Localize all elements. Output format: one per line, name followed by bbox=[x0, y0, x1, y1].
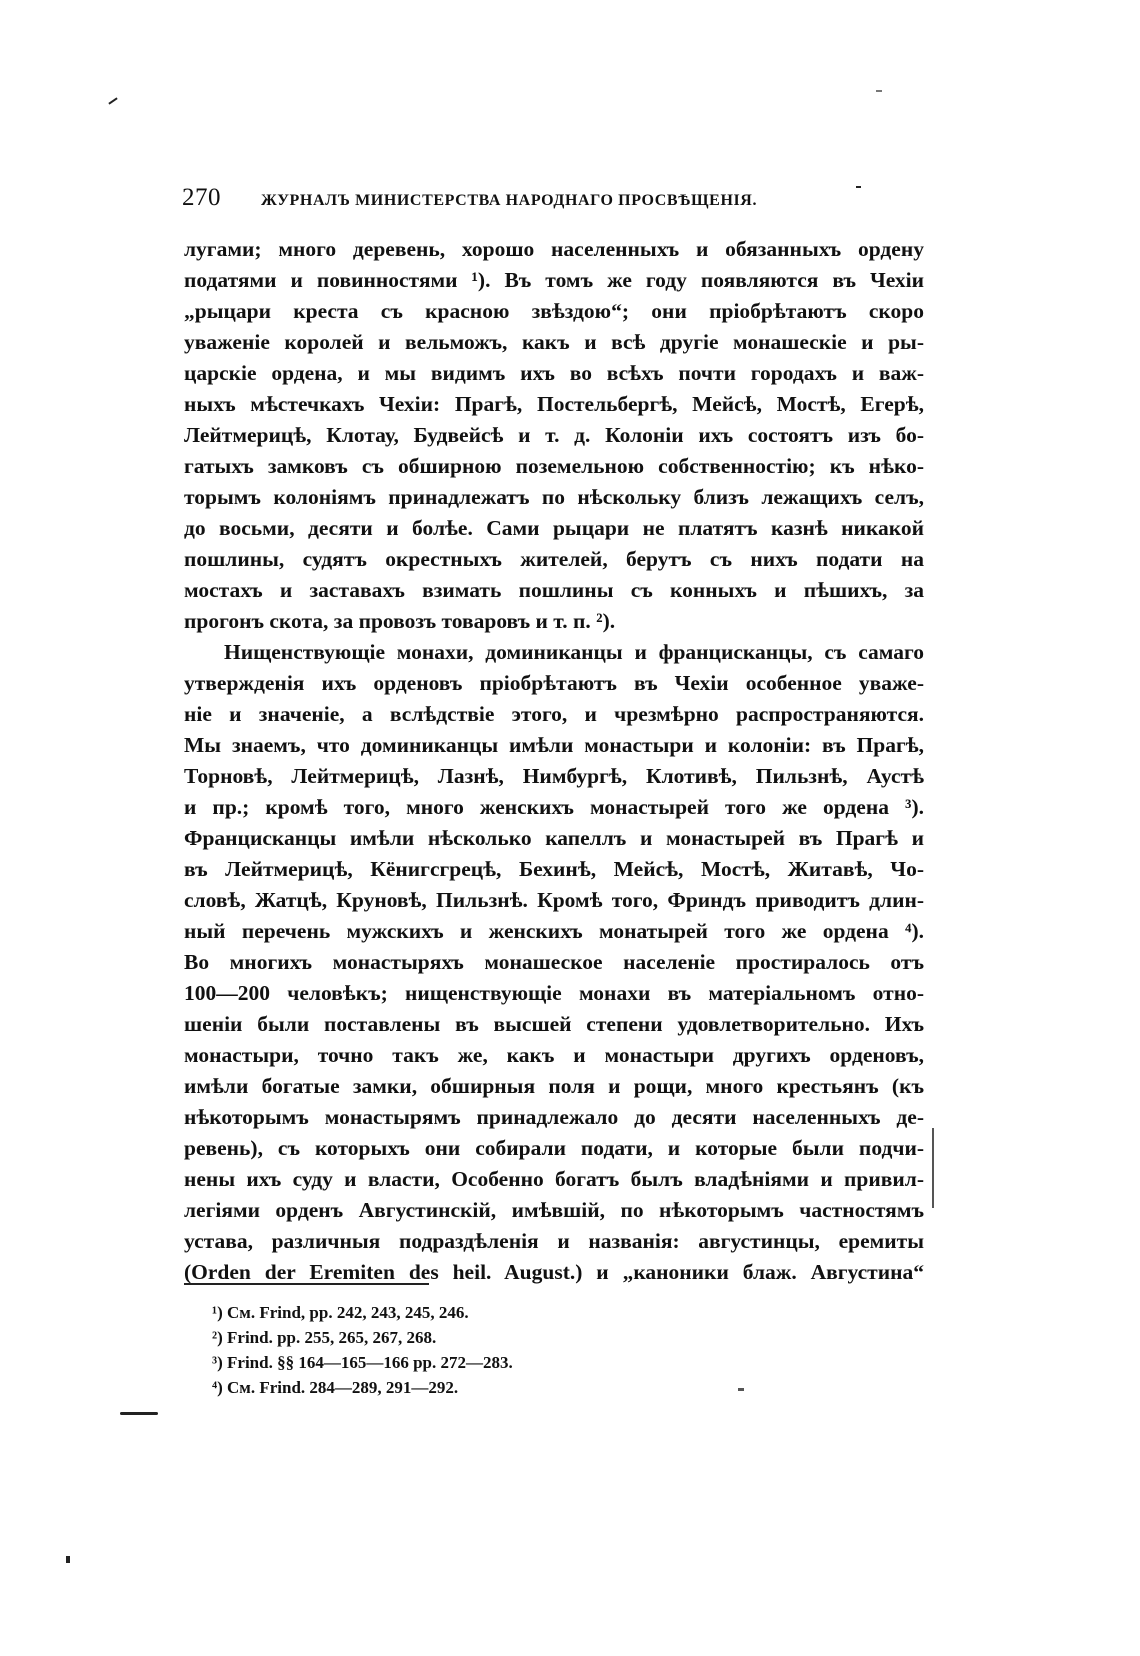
text-line: нѣкоторымъ монастырямъ принадлежало до десяти населенныхъ де- bbox=[184, 1105, 924, 1129]
footnote-divider bbox=[184, 1283, 429, 1285]
footnote: ²) Frind. pp. 255, 265, 267, 268. bbox=[212, 1328, 437, 1347]
footnotes bbox=[212, 1300, 812, 1400]
scan-speck bbox=[120, 1412, 158, 1415]
text-line: утвержденія ихъ орденовъ пріобрѣтаютъ въ Чехіи особенное уваже- bbox=[184, 671, 924, 695]
text-line: податями и повинностями ¹). Въ томъ же году появляются въ Чехіи bbox=[184, 268, 924, 292]
text-line: въ Лейтмерицѣ, Кёнигсгрецѣ, Бехинѣ, Мейсѣ, Мостѣ, Житавѣ, Чо- bbox=[184, 857, 924, 881]
text-line: легіями орденъ Августинскій, имѣвшій, по нѣкоторымъ частностямъ bbox=[184, 1198, 924, 1222]
text-line: словѣ, Жатцѣ, Круновѣ, Пильзнѣ. Кромѣ того, Фриндъ приводитъ длин- bbox=[184, 888, 924, 912]
text-line: до восьми, десяти и болѣе. Сами рыцари не платятъ казнѣ никакой bbox=[184, 516, 924, 540]
paragraph-first-line: Нищенствующіе монахи, доминиканцы и францисканцы, съ самаго bbox=[224, 640, 924, 664]
text-line: монастыри, точно такъ же, какъ и монастыри другихъ орденовъ, bbox=[184, 1043, 924, 1067]
text-line: пошлины, судятъ окрестныхъ жителей, берутъ съ нихъ подати на bbox=[184, 547, 924, 571]
text-line: лугами; много деревень, хорошо населенныхъ и обязанныхъ ордену bbox=[184, 237, 924, 261]
text-line: устава, различныя подраздѣленія и названія: августинцы, еремиты bbox=[184, 1229, 924, 1253]
text-line: уваженіе королей и вельможъ, какъ и всѣ другіе монашескіе и ры- bbox=[184, 330, 924, 354]
text-line: торымъ колоніямъ принадлежатъ по нѣскольку близъ лежащихъ селъ, bbox=[184, 485, 924, 509]
text-line: имѣли богатые замки, обширныя поля и рощи, много крестьянъ (къ bbox=[184, 1074, 924, 1098]
text-line: 100—200 человѣкъ; нищенствующіе монахи въ матеріальномъ отно- bbox=[184, 981, 924, 1005]
text-line: мостахъ и заставахъ взимать пошлины съ конныхъ и пѣшихъ, за bbox=[184, 578, 924, 602]
scan-speck bbox=[108, 97, 117, 104]
text-line: Францисканцы имѣли нѣсколько капеллъ и монастырей въ Прагѣ и bbox=[184, 826, 924, 850]
text-line: (Orden der Eremiten des heil. August.) и „каноники блаж. Августина“ bbox=[184, 1260, 924, 1284]
scan-speck bbox=[66, 1556, 70, 1563]
text-line: Лейтмерицѣ, Клотау, Будвейсѣ и т. д. Колоніи ихъ состоятъ изъ бо- bbox=[184, 423, 924, 447]
text-line: Во многихъ монастыряхъ монашеское населеніе простиралось отъ bbox=[184, 950, 924, 974]
text-line: ный перечень мужскихъ и женскихъ монатырей того же ордена ⁴). bbox=[184, 919, 924, 943]
text-line: ревень), съ которыхъ они собирали подати, и которые были подчи- bbox=[184, 1136, 924, 1160]
text-line: царскіе ордена, и мы видимъ ихъ во всѣхъ почти городахъ и важ- bbox=[184, 361, 924, 385]
scan-speck bbox=[932, 1128, 934, 1208]
running-head bbox=[182, 184, 922, 212]
journal-title: ЖУРНАЛЪ МИНИСТЕРСТВА НАРОДНАГО ПРОСВѢЩЕНІЯ. bbox=[261, 192, 758, 209]
text-line: и пр.; кромѣ того, много женскихъ монастырей того же ордена ³). bbox=[184, 795, 924, 819]
text-line: шеніи были поставлены въ высшей степени удовлетворительно. Ихъ bbox=[184, 1012, 924, 1036]
body-text bbox=[184, 234, 924, 1288]
text-line: „рыцари креста съ красною звѣздою“; они пріобрѣтаютъ скоро bbox=[184, 299, 924, 323]
scan-speck bbox=[876, 90, 882, 92]
text-line: Торновѣ, Лейтмерицѣ, Лазнѣ, Нимбургѣ, Клотивѣ, Пильзнѣ, Аустѣ bbox=[184, 764, 924, 788]
footnote: ¹) См. Frind, pp. 242, 243, 245, 246. bbox=[212, 1303, 469, 1322]
scan-speck bbox=[856, 186, 861, 188]
footnote: ³) Frind. §§ 164—165—166 pp. 272—283. bbox=[212, 1353, 513, 1372]
page-number: 270 bbox=[182, 184, 221, 211]
scan-speck bbox=[738, 1388, 744, 1391]
text-line: нены ихъ суду и власти, Особенно богатъ былъ владѣніями и привил- bbox=[184, 1167, 924, 1191]
text-line: ніе и значеніе, а вслѣдствіе этого, и чрезмѣрно распространяются. bbox=[184, 702, 924, 726]
text-line: ныхъ мѣстечкахъ Чехіи: Прагѣ, Постельбергѣ, Мейсѣ, Мостѣ, Егерѣ, bbox=[184, 392, 924, 416]
text-line: прогонъ скота, за провозъ товаровъ и т. п. ²). bbox=[184, 609, 616, 633]
text-line: Мы знаемъ, что доминиканцы имѣли монастыри и колоніи: въ Прагѣ, bbox=[184, 733, 924, 757]
footnote: ⁴) См. Frind. 284—289, 291—292. bbox=[212, 1378, 459, 1397]
text-line: гатыхъ замковъ съ обширною поземельною собственностію; къ нѣко- bbox=[184, 454, 924, 478]
